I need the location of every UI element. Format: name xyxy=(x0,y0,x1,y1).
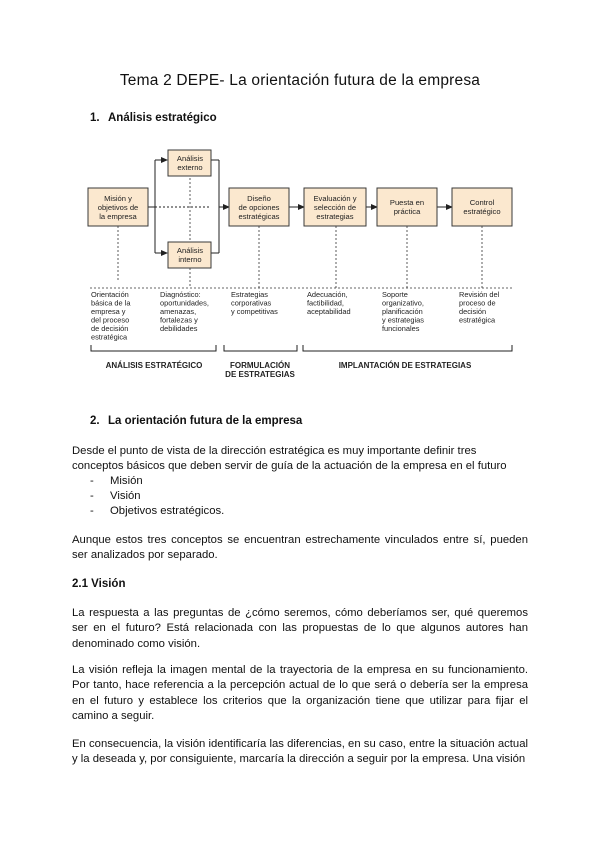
note-revision-4: estratégica xyxy=(459,315,496,325)
bullet-dash: - xyxy=(90,475,94,487)
phase-formulacion-line1: FORMULACIÓN xyxy=(230,361,290,370)
note-diagnostico-2: oportunidades, xyxy=(160,298,209,308)
box-externo-line2: externo xyxy=(177,163,203,172)
box-evaluacion-line3: estrategias xyxy=(316,212,354,221)
box-interno-line1: Análisis xyxy=(176,246,204,255)
paragraph-vision-2: La visión refleja la imagen mental de la trayectoria de la empresa en su funcionamiento. Por tanto, hace referencia a la percepción actual de lo que será o debería ser la empresa en el futuro y establece los criterios que la organización tiene que utilizar para fijar el camino a seguir. xyxy=(72,664,528,722)
bullet-item xyxy=(90,505,224,517)
box-mision-line3: la empresa xyxy=(99,212,137,221)
box-puesta-line2: práctica xyxy=(393,207,421,216)
box-analisis-externo xyxy=(168,150,211,176)
page-title: Tema 2 DEPE- La orientación futura de la empresa xyxy=(119,72,481,89)
box-interno-line2: interno xyxy=(178,255,202,264)
bullet-text: Misión xyxy=(110,475,143,487)
note-adecuacion-2: factibilidad, xyxy=(307,298,344,308)
note-orientacion-4: del proceso xyxy=(91,315,130,325)
bullet-dash: - xyxy=(90,490,94,502)
note-revision-3: decisión xyxy=(459,307,487,316)
note-soporte-4: y estrategias xyxy=(382,315,424,325)
box-evaluacion xyxy=(304,188,366,226)
box-mision-line1: Misión y xyxy=(104,194,132,203)
note-estrategias-1: Estrategias xyxy=(231,290,268,299)
note-diagnostico-4: fortalezas y xyxy=(160,315,198,325)
note-orientacion-5: de decisión xyxy=(91,324,129,333)
diagram-notes xyxy=(91,290,500,342)
box-diseno-line3: estratégicas xyxy=(238,212,280,221)
bullet-text: Objetivos estratégicos. xyxy=(110,505,225,517)
phase-labels xyxy=(106,361,472,379)
bullet-item xyxy=(90,490,141,502)
note-orientacion-6: estratégica xyxy=(91,332,128,342)
note-soporte-5: funcionales xyxy=(382,324,420,333)
diagram-dashed-links xyxy=(90,170,512,288)
box-evaluacion-line2: selección de xyxy=(313,203,357,212)
box-evaluacion-line1: Evaluación y xyxy=(313,194,357,203)
box-mision-line2: objetivos de xyxy=(97,203,139,212)
note-estrategias-3: y competitivas xyxy=(231,307,278,316)
note-soporte-2: organizativo, xyxy=(382,298,424,308)
note-soporte-1: Soporte xyxy=(382,290,408,299)
note-diagnostico-5: debilidades xyxy=(160,324,198,333)
phase-formulacion-line2: DE ESTRATEGIAS xyxy=(225,370,295,379)
bullet-item xyxy=(90,475,143,487)
paragraph-vision-1: La respuesta a las preguntas de ¿cómo seremos, cómo deberíamos ser, qué queremos ser en el futuro? Está relacionada con las propuestas de lo que algunos autores han denominado como visión. xyxy=(72,607,528,650)
note-revision-2: proceso de xyxy=(459,298,496,308)
box-analisis-interno xyxy=(168,242,211,268)
box-control-line1: Control xyxy=(469,198,495,207)
box-puesta-en-practica xyxy=(377,188,437,226)
box-control-line2: estratégico xyxy=(463,207,501,216)
section-1-number: 1. xyxy=(90,112,100,124)
paragraph-vinculados: Aunque estos tres conceptos se encuentran estrechamente vinculados entre sí, pueden ser analizados por separado. xyxy=(72,534,528,562)
section-1-title: Análisis estratégico xyxy=(108,112,217,124)
note-orientacion-3: empresa y xyxy=(91,307,126,316)
note-orientacion-2: básica de la xyxy=(91,298,131,308)
section-2-title: La orientación futura de la empresa xyxy=(108,415,303,427)
phase-implantacion-label: IMPLANTACIÓN DE ESTRATEGIAS xyxy=(338,361,472,370)
note-diagnostico-3: amenazas, xyxy=(160,307,197,316)
note-adecuacion-3: aceptabilidad xyxy=(307,307,351,316)
box-control xyxy=(452,188,512,226)
note-estrategias-2: corporativas xyxy=(231,298,272,308)
note-revision-1: Revisión del xyxy=(459,290,500,299)
phase-analisis-label: ANÁLISIS ESTRATÉGICO xyxy=(105,361,203,370)
phase-brackets xyxy=(91,345,512,351)
note-diagnostico-1: Diagnóstico: xyxy=(160,290,201,299)
section-2-1-heading: 2.1 Visión xyxy=(72,578,126,590)
section-2-number: 2. xyxy=(90,415,100,427)
box-externo-line1: Análisis xyxy=(176,154,204,163)
bullet-dash: - xyxy=(90,505,94,517)
paragraph-intro: Desde el punto de vista de la dirección estratégica es muy importante definir tres conceptos básicos que deben servir de guía de la actuación de la empresa en el futuro xyxy=(72,445,507,473)
note-soporte-3: planificación xyxy=(382,307,423,316)
box-diseno-line2: de opciones xyxy=(238,203,280,212)
box-mision xyxy=(88,188,148,226)
box-diseno xyxy=(229,188,289,226)
paragraph-vision-3: En consecuencia, la visión identificaría las diferencias, en su caso, entre la situación actual y la deseada y, por consiguiente, marcaría la dirección a seguir por la empresa. Una visión xyxy=(72,738,528,766)
box-puesta-line1: Puesta en xyxy=(389,198,425,207)
bullet-text: Visión xyxy=(110,490,141,502)
box-diseno-line1: Diseño xyxy=(247,194,271,203)
section-2-heading xyxy=(90,415,302,427)
note-adecuacion-1: Adecuación, xyxy=(307,290,348,299)
note-orientacion-1: Orientación xyxy=(91,290,129,299)
